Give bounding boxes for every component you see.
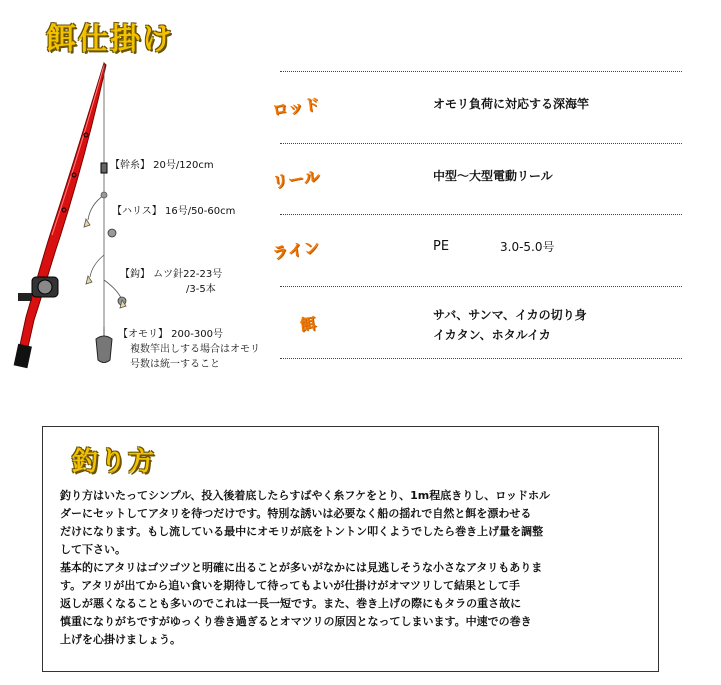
rig-label-mikiito: 【幹糸】 20号/120cm — [110, 160, 214, 171]
method-line: 慎重になりがちですがゆっくり巻き過ぎるとオマツリの原因となってしまいます。中速での巻き — [60, 615, 532, 628]
rig-label-omori-3: 号数は統一すること — [130, 359, 220, 370]
spec-divider — [280, 358, 682, 359]
spec-value-line-2: 3.0-5.0号 — [500, 240, 555, 254]
method-line: だけになります。もし流している最中にオモリが底をトントン叩くようでしたら巻き上げ量を調整 — [60, 525, 544, 538]
spec-value-reel: 中型～大型電動リール — [433, 169, 553, 183]
spec-key-bait: 餌 — [298, 313, 318, 335]
spec-divider — [280, 143, 682, 144]
spec-key-rod: ロッド — [270, 94, 321, 120]
rig-label-hari-2: /3-5本 — [186, 284, 216, 295]
spec-value-bait-2: イカタン、ホタルイカ — [433, 328, 551, 342]
rig-label-omori-2: 複数竿出しする場合はオモリ — [130, 344, 260, 355]
spec-value-rod: オモリ負荷に対応する深海竿 — [433, 97, 590, 111]
method-line: す。アタリが出てから追い食いを期待して待ってもよいが仕掛けがオマツリして結果として手 — [60, 579, 521, 592]
rig-label-hari-1: 【鈎】 ムツ針22-23号 — [120, 269, 223, 280]
spec-value-line: PE — [433, 239, 450, 254]
spec-divider — [280, 71, 682, 72]
method-line: 上げを心掛けましょう。 — [60, 633, 181, 646]
spec-divider — [280, 286, 682, 287]
method-line: 返しが悪くなることも多いのでこれは一長一短です。また、巻き上げの際にもタラの重さ故に — [60, 597, 522, 610]
spec-key-reel: リール — [270, 166, 321, 192]
method-line: ダーにセットしてアタリを待つだけです。特別な誘いは必要なく船の揺れで自然と餌を漂わせる — [60, 507, 532, 520]
method-title: 釣り方 — [72, 447, 157, 477]
spec-key-line: ライン — [270, 237, 321, 263]
rig-label-harisu: 【ハリス】 16号/50-60cm — [112, 206, 236, 217]
sinker-icon — [96, 327, 112, 363]
rig-label-omori-1: 【オモリ】 200-300号 — [118, 329, 223, 340]
method-line: 釣り方はいたってシンプル、投入後着底したらすばやく糸フケをとり、1m程底きりし、ロッドホル — [60, 489, 550, 502]
page-title: 餌仕掛け — [46, 22, 174, 57]
method-text — [60, 487, 605, 649]
spec-divider — [280, 214, 682, 215]
method-line: 基本的にアタリはゴツゴツと明確に出ることが多いがなかには見逃しそうな小さなアタリもありま — [60, 561, 543, 574]
rod-icon — [20, 63, 106, 347]
method-line: して下さい。 — [60, 543, 126, 556]
reel-icon — [18, 277, 58, 301]
spec-value-bait: サバ、サンマ、イカの切り身 — [433, 308, 587, 322]
